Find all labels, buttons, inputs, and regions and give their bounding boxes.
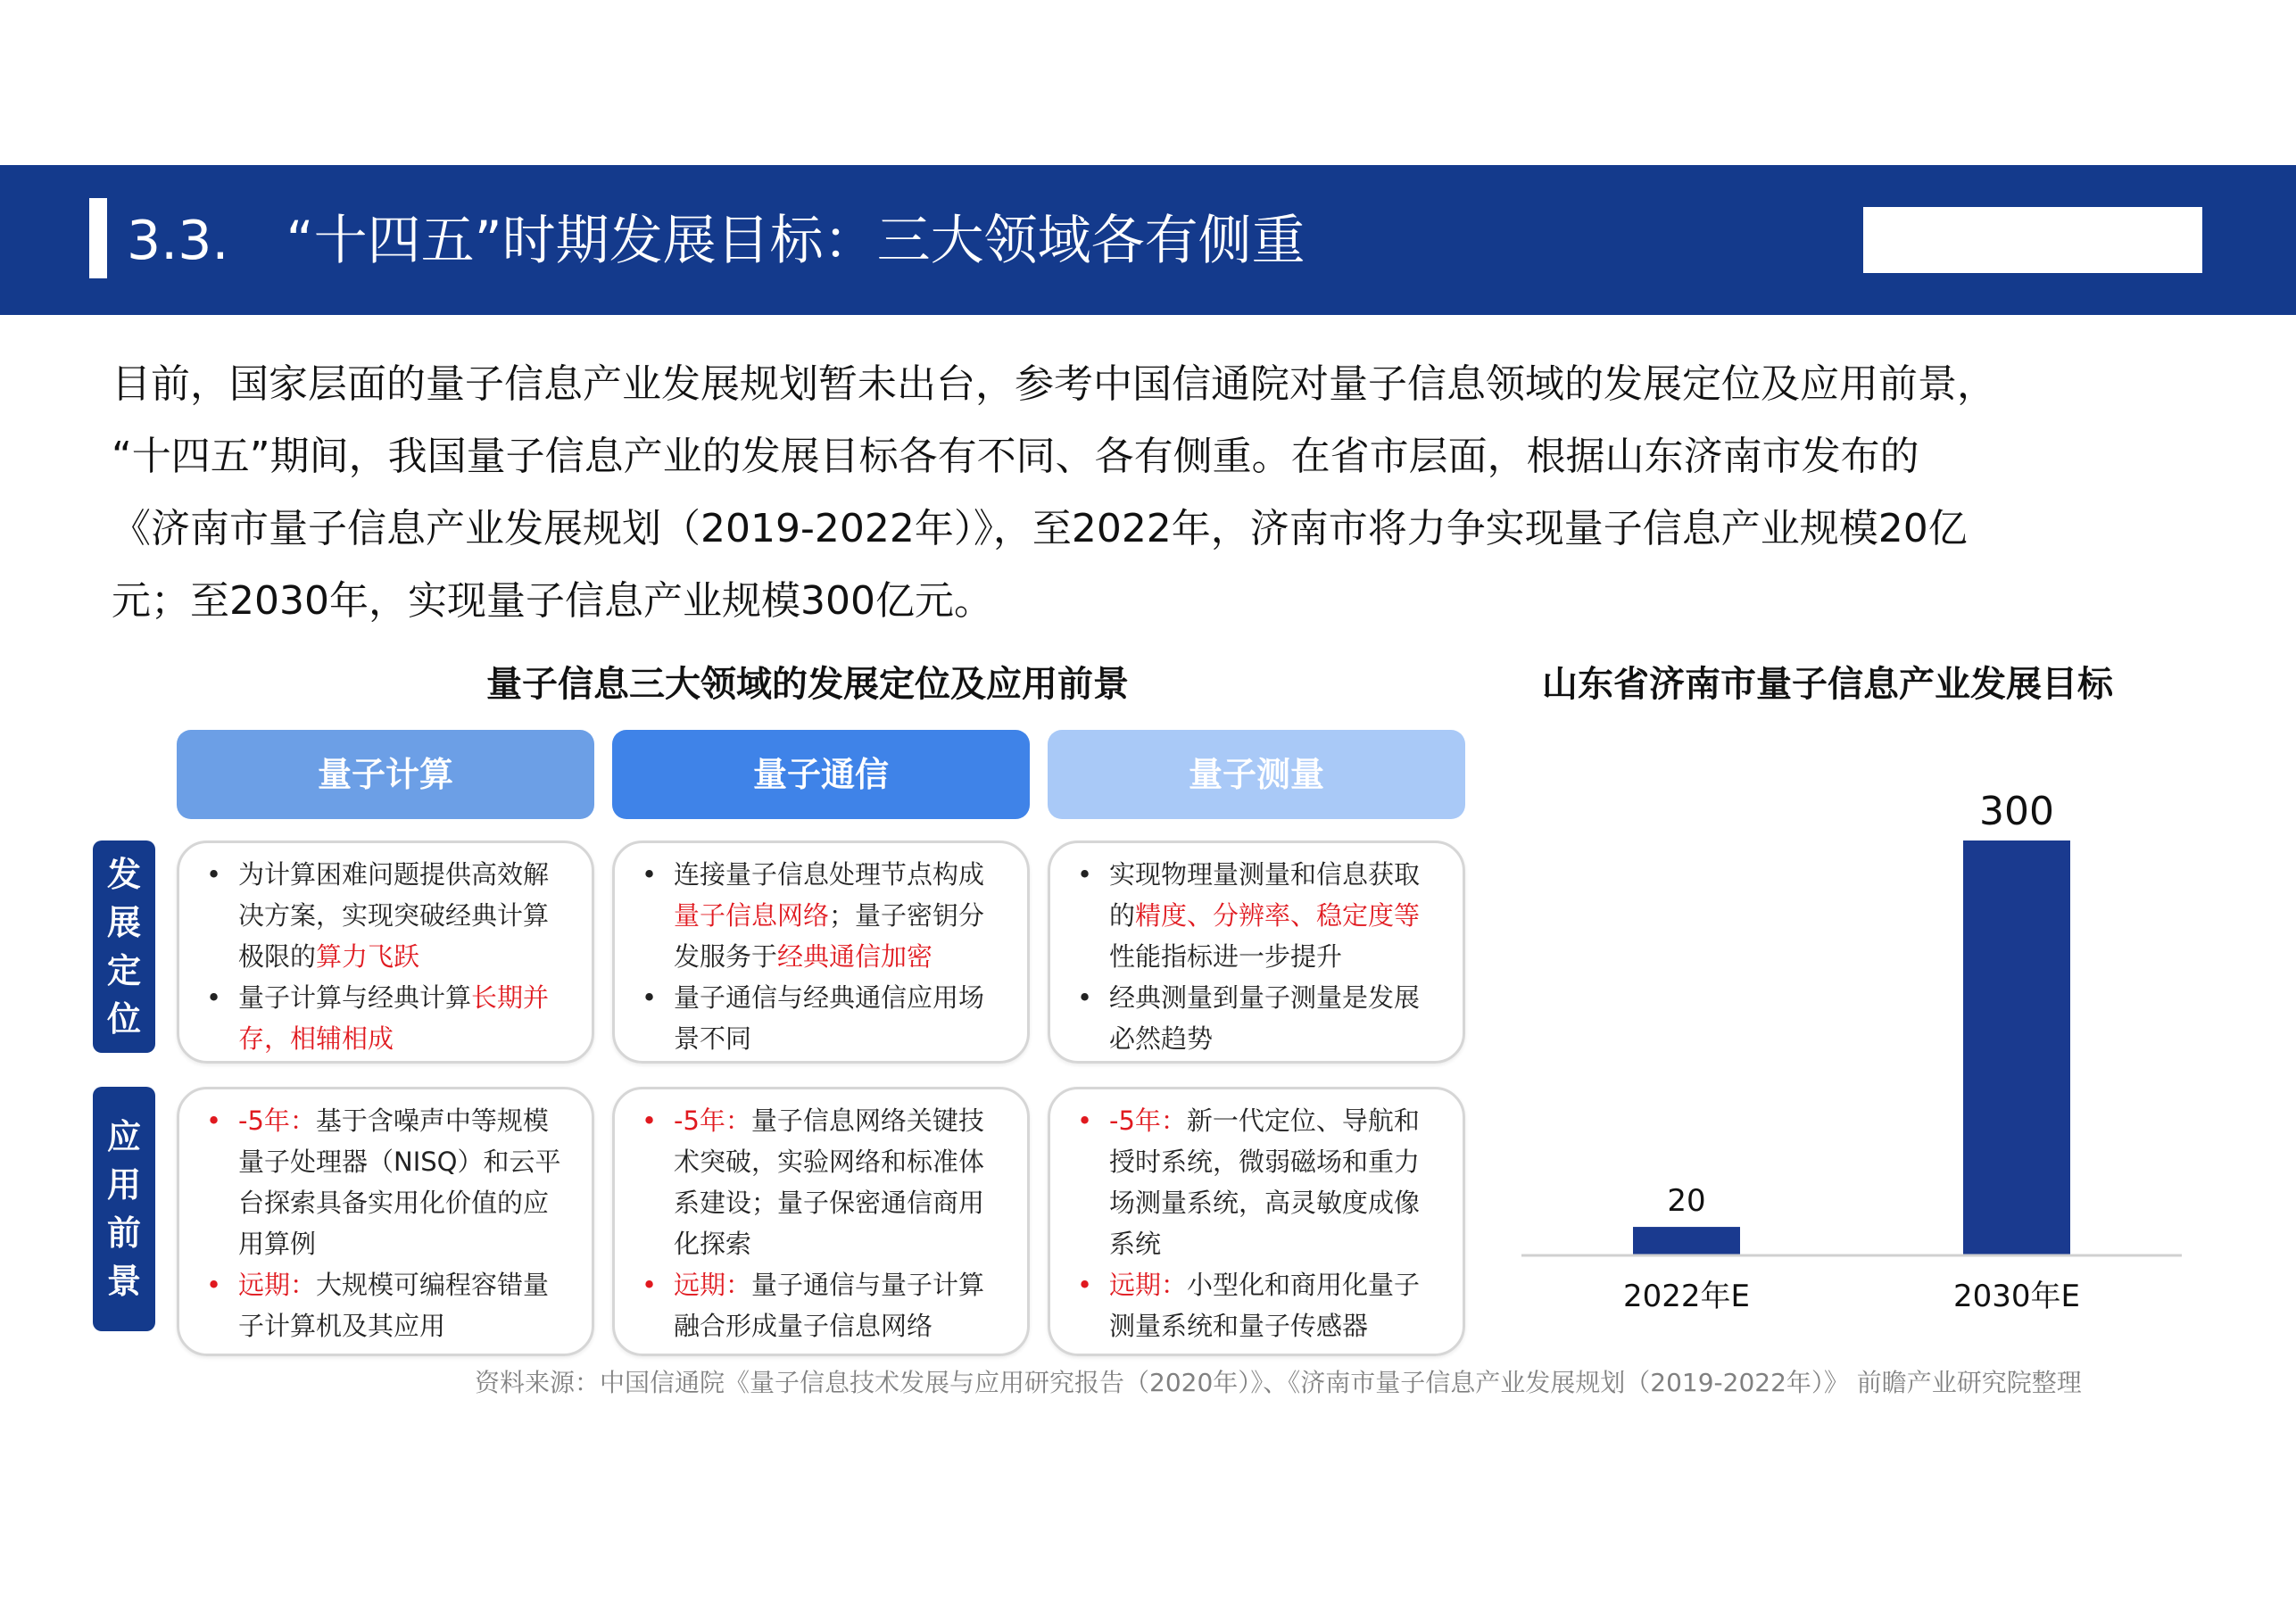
- row-label-char: 定: [106, 951, 141, 990]
- bar-2022年E: [1633, 1227, 1740, 1255]
- bar-chart-svg: [1508, 776, 2195, 1329]
- data-label: 300: [1979, 789, 2054, 834]
- intro-line: 目前，国家层面的量子信息产业发展规划暂未出台，参考中国信通院对量子信息领域的发展定位及应用前景，: [112, 361, 1996, 407]
- row-label-positioning: [93, 840, 155, 1053]
- intro-line: “十四五”期间，我国量子信息产业的发展目标各有不同、各有侧重。在省市层面，根据山东济南市发布的: [112, 434, 1919, 479]
- data-label: 20: [1667, 1183, 1706, 1220]
- source-note: 资料来源：中国信通院《量子信息技术发展与应用研究报告（2020年）》、《济南市量子信息产业发展规划（2019-2022年）》 前瞻产业研究院整理: [475, 1368, 2082, 1397]
- list-item: • -5年：基于含噪声中等规模量子处理器（NISQ）和云平台探索具备实用化价值的应用算例: [204, 1100, 572, 1264]
- page-title: [127, 205, 1305, 277]
- section-title-text: “十四五”时期发展目标：三大领域各有侧重: [286, 210, 1305, 272]
- list-item: • 远期：小型化和商用化量子测量系统和量子传感器: [1075, 1264, 1443, 1346]
- positioning-cell-communication: [612, 840, 1030, 1064]
- positioning-cell-measurement: [1048, 840, 1465, 1064]
- row-label-char: 发: [106, 855, 141, 894]
- row-label-char: 景: [106, 1262, 141, 1301]
- prospects-cell-measurement: [1048, 1087, 1465, 1356]
- intro-line: 元；至2030年，实现量子信息产业规模300亿元。: [112, 578, 993, 624]
- column-header-quantum-measurement: 量子测量: [1048, 730, 1465, 819]
- chart-title: 山东省济南市量子信息产业发展目标: [1542, 664, 2113, 705]
- list-item: • 经典测量到量子测量是发展必然趋势: [1075, 977, 1443, 1059]
- row-label-char: 应: [106, 1117, 141, 1156]
- list-item: • 远期：大规模可编程容错量子计算机及其应用: [204, 1264, 572, 1346]
- list-item: • -5年：量子信息网络关键技术突破，实验网络和标准体系建设；量子保密通信商用化探索: [640, 1100, 1007, 1264]
- intro-paragraph: [112, 348, 2146, 637]
- list-item: • 实现物理量测量和信息获取的精度、分辨率、稳定度等性能指标进一步提升: [1075, 854, 1443, 977]
- section-number: 3.3.: [127, 210, 229, 272]
- x-tick-label: 2022年E: [1622, 1279, 1751, 1314]
- positioning-cell-computing: [177, 840, 594, 1064]
- column-header-quantum-communication: 量子通信: [612, 730, 1030, 819]
- prospects-cell-communication: [612, 1087, 1030, 1356]
- list-item: • 量子计算与经典计算长期并存，相辅相成: [204, 977, 572, 1059]
- intro-line: 《济南市量子信息产业发展规划（2019-2022年）》，至2022年，济南市将力争实现量子信息产业规模20亿: [112, 506, 1968, 551]
- list-item: • 远期：量子通信与量子计算融合形成量子信息网络: [640, 1264, 1007, 1346]
- header-accent-bar: [89, 198, 107, 278]
- row-label-char: 前: [106, 1213, 141, 1253]
- logo-placeholder: [1863, 207, 2202, 273]
- list-item: • 量子通信与经典通信应用场景不同: [640, 977, 1007, 1059]
- row-label-char: 位: [106, 999, 141, 1039]
- row-label-prospects: [93, 1087, 155, 1331]
- row-label-char: 展: [106, 903, 141, 942]
- left-section-title: 量子信息三大领域的发展定位及应用前景: [486, 664, 1129, 705]
- list-item: • 连接量子信息处理节点构成量子信息网络；量子密钥分发服务于经典通信加密: [640, 854, 1007, 977]
- list-item: • -5年：新一代定位、导航和授时系统，微弱磁场和重力场测量系统，高灵敏度成像系统: [1075, 1100, 1443, 1264]
- bar-chart: [1508, 776, 2195, 1329]
- x-tick-label: 2030年E: [1952, 1279, 2081, 1314]
- column-header-quantum-computing: 量子计算: [177, 730, 594, 819]
- list-item: • 为计算困难问题提供高效解决方案，实现突破经典计算极限的算力飞跃: [204, 854, 572, 977]
- row-label-char: 用: [106, 1165, 141, 1205]
- prospects-cell-computing: [177, 1087, 594, 1356]
- bar-2030年E: [1963, 840, 2070, 1255]
